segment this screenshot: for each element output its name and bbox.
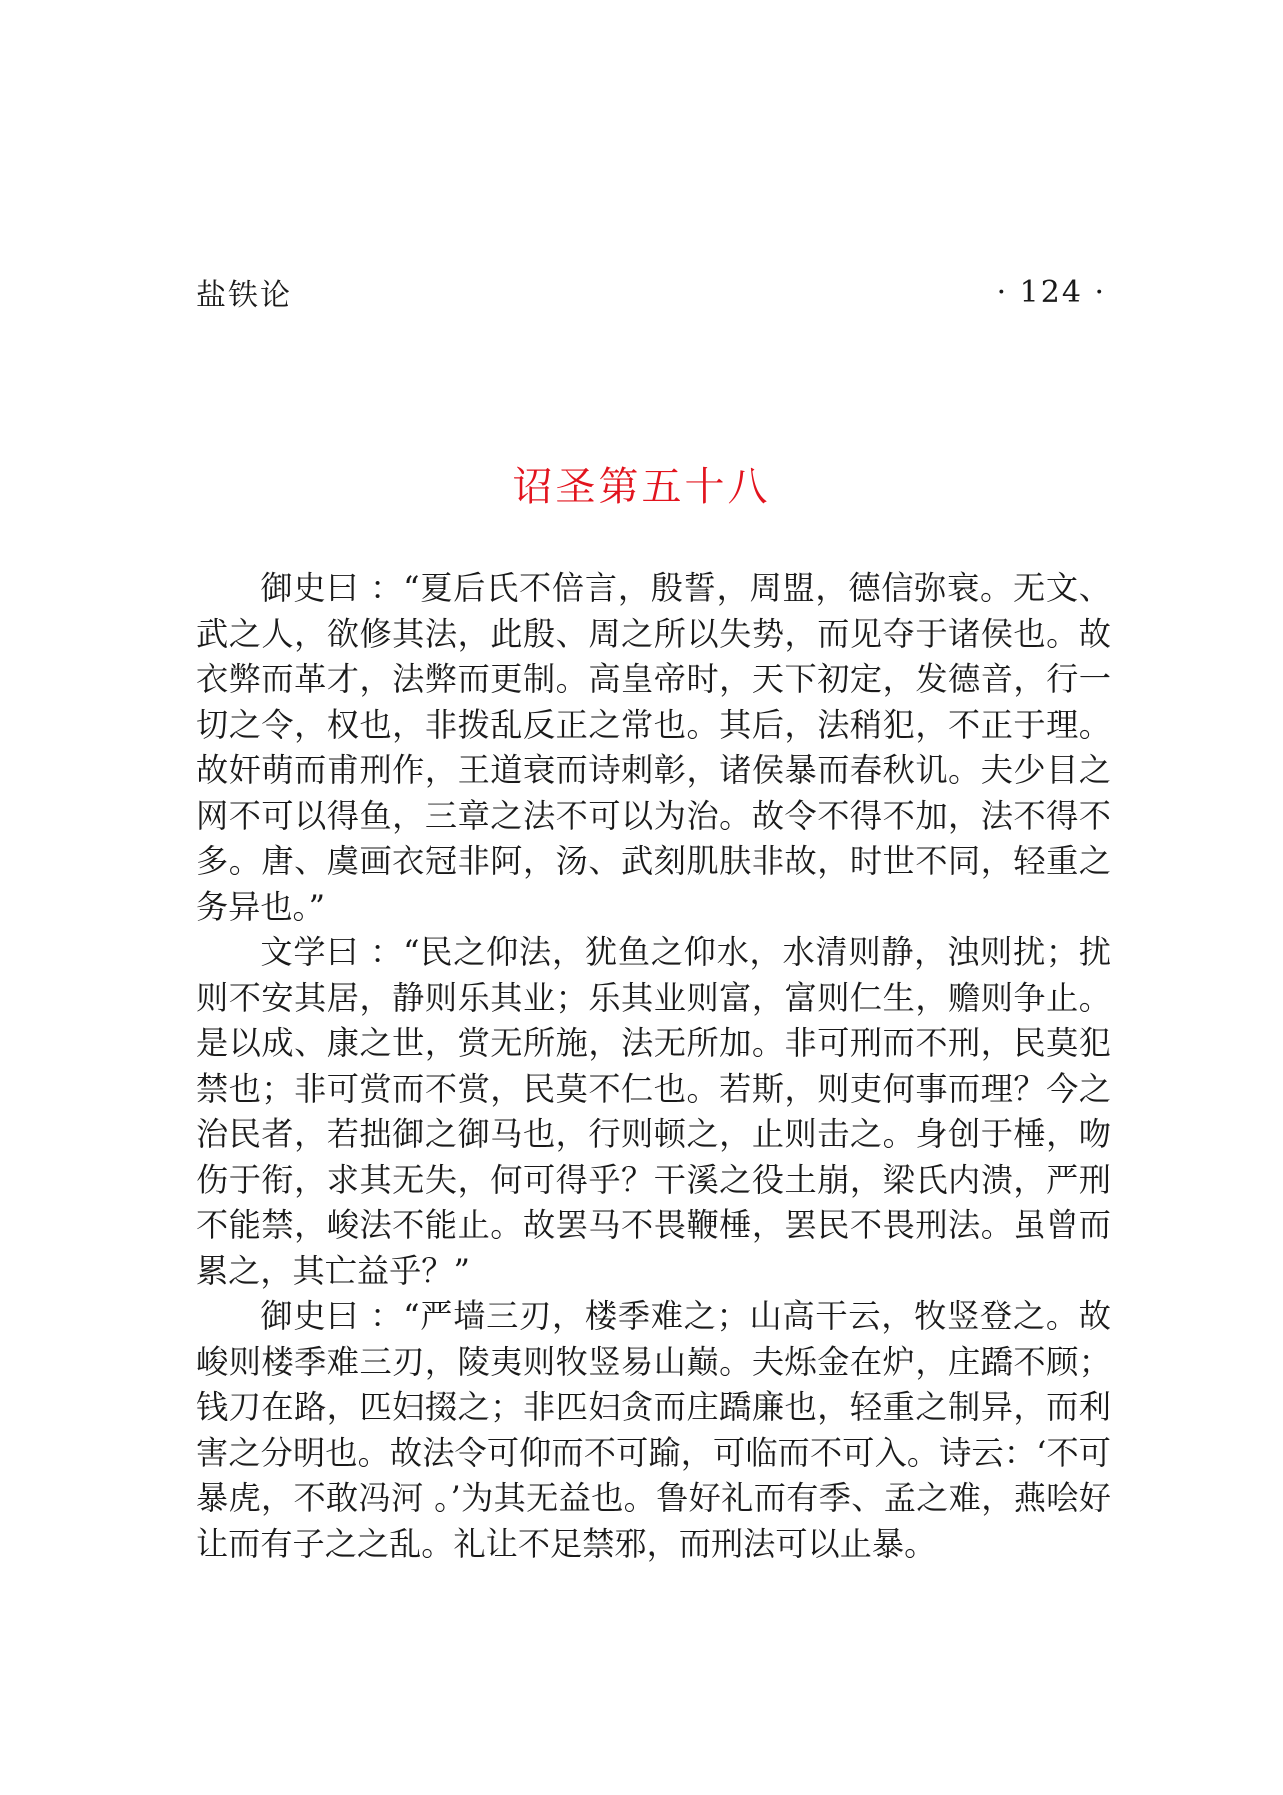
book-title: 盐铁论	[196, 278, 292, 313]
chapter-body	[196, 566, 1111, 1567]
paragraph-1: 御史曰 ：“夏后氏不倍言，殷誓，周盟，德信弥衰。无文、武之人，欲修其法，此殷、周之所以失势，而见夺于诸侯也。故衣弊而革才，法弊而更制。高皇帝时，天下初定，发德音，行一切之令，权也，非拨乱反正之常也。其后，法稍犯，不正于理。故奸萌而甫刑作，王道衰而诗刺彰，诸侯暴而春秋讥。夫少目之网不可以得鱼，三章之法不可以为治。故令不得不加，法不得不多。唐、虞画衣冠非阿，汤、武刻肌肤非故，时世不同，轻重之务异也。”	[196, 569, 1111, 926]
paragraph-2: 文学曰 ：“民之仰法，犹鱼之仰水，水清则静，浊则扰；扰则不安其居，静则乐其业；乐其业则富，富则仁生，赡则争止。是以成、康之世，赏无所施，法无所加。非可刑而不刑，民莫犯禁也；非可赏而不赏，民莫不仁也。若斯，则吏何事而理？今之治民者，若拙御之御马也，行则顿之，止则击之。身创于棰，吻伤于衔，求其无失，何可得乎？干溪之役土崩，梁氏内溃，严刑不能禁，峻法不能止。故罢马不畏鞭棰，罢民不畏刑法。虽曾而累之，其亡益乎？”	[196, 933, 1111, 1290]
paragraph-3: 御史曰 ：“严墙三刃，楼季难之；山高干云，牧竖登之。故峻则楼季难三刃，陵夷则牧竖易山巅。夫烁金在炉，庄蹻不顾；钱刀在路，匹妇掇之；非匹妇贪而庄蹻廉也，轻重之制异，而利害之分明也。故法令可仰而不可踰，可临而不可入。诗云：‘不可暴虎，不敢冯河 。’为其无益也。鲁好礼而有季、孟之难，燕哙好让而有子之之乱。礼让不足禁邪，而刑法可以止暴。	[196, 1297, 1111, 1563]
page-number: · 124 ·	[996, 274, 1106, 310]
running-header	[196, 268, 1106, 316]
chapter-title: 诏圣第五十八	[512, 464, 771, 510]
